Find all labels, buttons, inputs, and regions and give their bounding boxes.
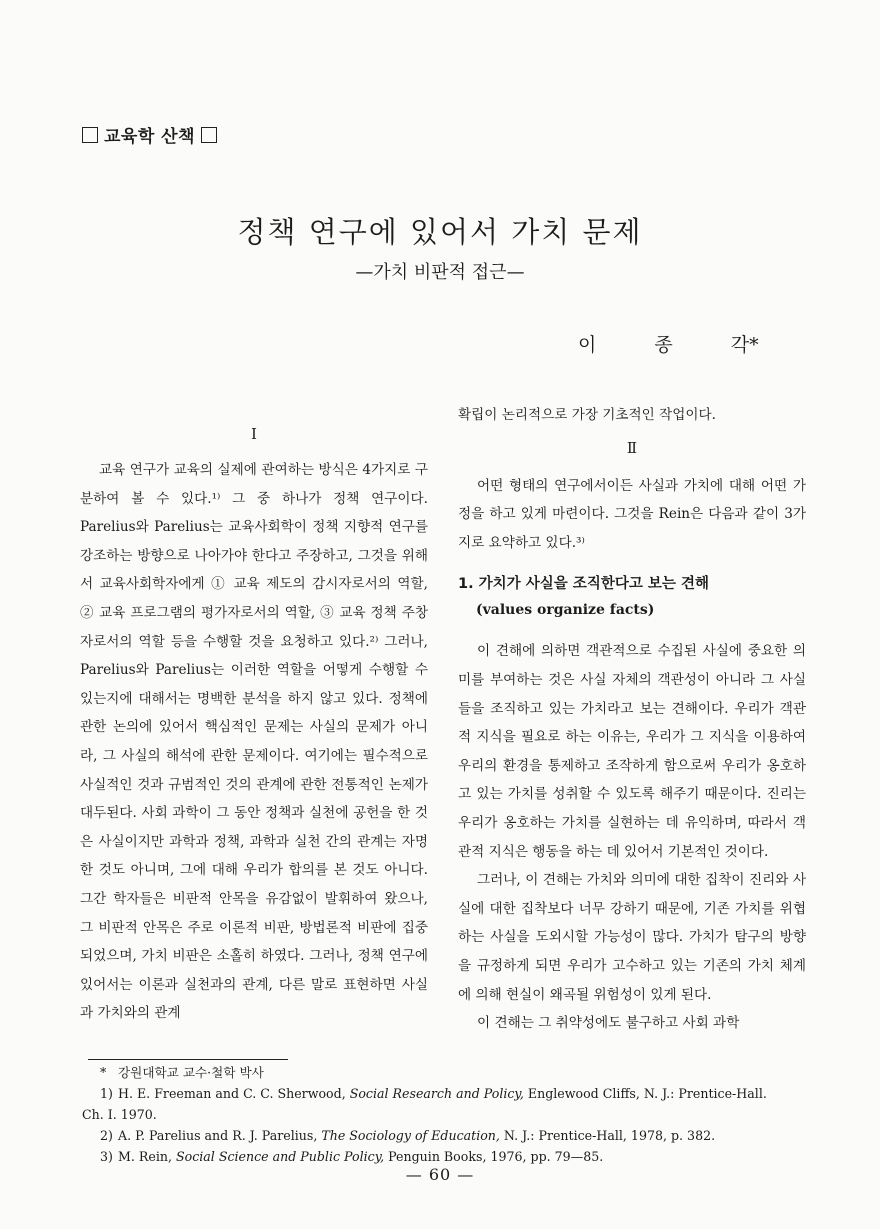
right-column <box>458 401 806 1038</box>
section-numeral-1: I <box>251 425 257 443</box>
body-paragraph: 그러나, 이 견해는 가치와 의미에 대한 집착이 진리와 사실에 대한 집착보다 너무 강하기 때문에, 기존 가치를 위협하는 사실을 도외시할 가능성이 많다. 가치가 탐구의 방향을 규정하게 되면 우리가 고수하고 있는 기존의 가치 체계에 의해 현실이 왜곡될 위험성이 있게 된다. <box>458 872 806 1003</box>
article-title: 정책 연구에 있어서 가치 문제 <box>237 215 643 249</box>
open-square-icon <box>201 127 217 143</box>
body-paragraph: 이 견해에 의하면 객관적으로 수집된 사실에 중요한 의미를 부여하는 것은 사실 자체의 객관성이 아니라 그 사실들을 조직하고 있는 가치라고 보는 견해이다. 우리가 객관적 지식을 필요로 하는 이유는, 우리가 그 지식을 이용하여 우리의 환경을 통제하고 조작하게 함으로써 우리가 옹호하고 있는 가치를 성취할 수 있도록 해주기 때문이다. 진리는 우리가 옹호하는 가치를 실현하는 데 유익하며, 따라서 객관적 지식은 행동을 하는 데 있어서 기본적인 것이다. <box>458 643 806 860</box>
carry-over-line: 확립이 논리적으로 가장 기초적인 작업이다. <box>458 407 716 423</box>
subsection-heading: 1. 가치가 사실을 조직한다고 보는 견해 (values organize facts) <box>458 571 806 623</box>
series-label: 교육학 산책 <box>82 122 223 147</box>
footnotes <box>82 1062 816 1167</box>
section-numeral-2: Ⅱ <box>626 438 638 457</box>
footnote-2: 2) A. P. Parelius and R. J. Parelius, The Sociology of Education, N. J.: Prentice-Hall, 1978, p. 382. <box>100 1128 716 1143</box>
open-square-icon <box>82 127 98 143</box>
footnote-1: 1) H. E. Freeman and C. C. Sherwood, Social Research and Policy, Englewood Cliffs, N. J.: Prentice-Hall. <box>100 1086 767 1101</box>
footnote-1-continuation: Ch. I. 1970. <box>82 1107 157 1122</box>
body-paragraph: 이 견해는 그 취약성에도 불구하고 사회 과학 <box>477 1015 740 1032</box>
section-intro: 어떤 형태의 연구에서이든 사실과 가치에 대해 어떤 가정을 하고 있게 마련이다. 그것을 Rein은 다음과 같이 3가지로 요약하고 있다.³⁾ <box>458 477 806 551</box>
body-paragraph: 교육 연구가 교육의 실제에 관여하는 방식은 4가지로 구분하여 볼 수 있다.¹⁾ 그 중 하나가 정책 연구이다. Parelius와 Parelius는 교육사회학이 정책 지향적 연구를 강조하는 방향으로 나아가야 한다고 주장하고, 그것을 위해서 교육사회학자에게 ① 교육 제도의 감시자로서의 역할, ② 교육 프로그램의 평가자로서의 역할, ③ 교육 정책 주창자로서의 역할 등을 수행할 것을 요청하고 있다.²⁾ 그러나, Parelius와 Parelius는 이러한 역할을 어떻게 수행할 수 있는지에 대해서는 명백한 분석을 하지 않고 있다. 정책에 관한 논의에 있어서 핵심적인 문제는 사실의 문제가 아니라, 그 사실의 해석에 관한 문제이다. 여기에는 필수적으로 사실적인 것과 규범적인 것의 관계에 관한 전통적인 논제가 대두된다. 사회 과학이 그 동안 정책과 실천에 공헌을 한 것은 사실이지만 과학과 정책, 과학과 실천 간의 관계는 자명한 것도 아니며, 그에 대해 우리가 합의를 본 것도 아니다. 그간 학자들은 비판적 안목을 유감없이 발휘하여 왔으나, 그 비판적 안목은 주로 이론적 비판, 방법론적 비판에 집중되었으며, 가치 비판은 소홀히 하였다. 그러나, 정책 연구에 있어서는 이론과 실천과의 관계, 다른 말로 표현하면 사실과 가치와의 관계 <box>80 462 428 1022</box>
author-name: 이 종 각* <box>578 334 759 356</box>
footnote-divider <box>88 1059 288 1060</box>
article-subtitle: —가치 비판적 접근— <box>355 262 525 283</box>
subsection-heading-english: (values organize facts) <box>476 602 655 619</box>
footnote-3: 3) M. Rein, Social Science and Public Policy, Penguin Books, 1976, pp. 79—85. <box>100 1149 604 1164</box>
affiliation-note: * 강원대학교 교수·철학 박사 <box>100 1065 264 1080</box>
left-column <box>80 418 428 1028</box>
page-number: — 60 — <box>405 1165 475 1184</box>
